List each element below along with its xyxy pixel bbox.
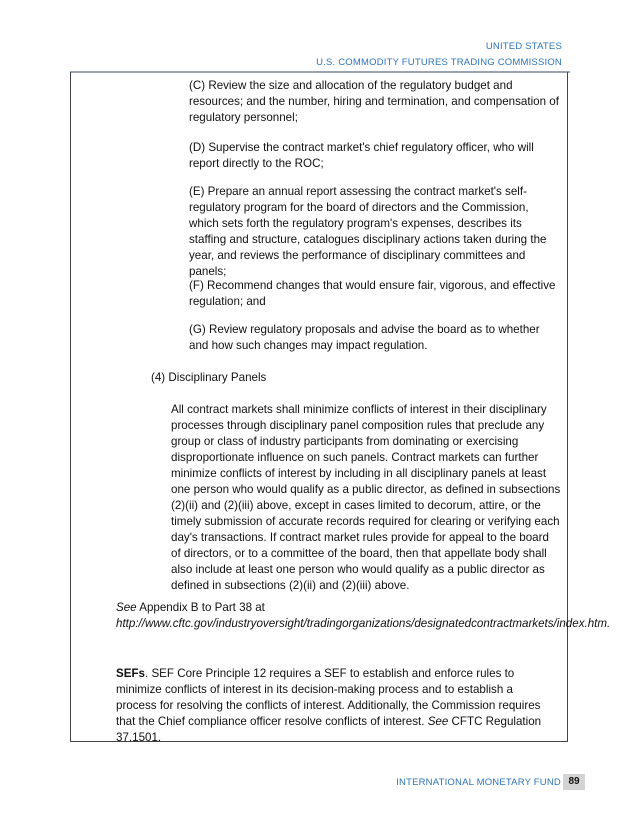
sef-body: . SEF Core Principle 12 requires a SEF to establish and enforce rules to minimize conflicts of interest in its decision-making process and to establish a process for resolving the conflicts of interest. Additionally, the Commission requires that the Chief compliance officer resolve conflicts of interest. <box>116 667 541 728</box>
see-word: See <box>116 601 137 614</box>
footer-org: INTERNATIONAL MONETARY FUND <box>396 777 561 788</box>
section-4-body: All contract markets shall minimize conflicts of interest in their disciplinary processes through disciplinary panel composition rules that preclude any group or class of industry participants from dominating or exercising disproportionate influence on such panels. Contract markets can further minimize conflicts of interest by including in all disciplinary panels at least one person who would qualify as a public director, as defined in subsections (2)(ii) and (2)(iii) above, except in cases limited to decorum, attire, or the timely submission of accurate records required for clearing or verifying each day's transactions. If contract market rules provide for appeal to the board of directors, or to a committee of the board, then that appellate body shall also include at least one person who would qualify as a public director as defined in subsections (2)(ii) and (2)(iii) above. <box>171 403 561 592</box>
item-c: (C) Review the size and allocation of the regulatory budget and resources; and the number, hiring and termination, and compensation of regulatory personnel; <box>189 79 559 124</box>
sef-see: See <box>427 715 449 728</box>
header-agency: U.S. COMMODITY FUTURES TRADING COMMISSION <box>316 57 562 68</box>
item-d: (D) Supervise the contract market's chief regulatory officer, who will report directly to the ROC; <box>189 141 534 170</box>
content-box <box>70 72 611 744</box>
appendix-reference <box>116 600 611 632</box>
item-f: (F) Recommend changes that would ensure fair, vigorous, and effective regulation; and <box>189 279 556 308</box>
item-e: (E) Prepare an annual report assessing the contract market's self-regulatory program for the board of directors and the Commission, which sets forth the regulatory program's expenses, describes its staffing and structure, catalogues disciplinary actions taken during the year, and reviews the performance of disciplinary committees and panels; <box>189 185 547 278</box>
sef-paragraph <box>116 666 556 746</box>
header-country: UNITED STATES <box>485 41 562 52</box>
section-4-heading: (4) Disciplinary Panels <box>151 371 267 384</box>
item-g: (G) Review regulatory proposals and advise the board as to whether and how such changes may impact regulation. <box>189 323 540 352</box>
sef-regulation: CFTC Regulation 37.1501. <box>116 715 542 744</box>
appendix-url-link[interactable]: http://www.cftc.gov/industryoversight/tradingorganizations/designatedcontractmarkets/index.htm. <box>116 617 611 630</box>
appendix-text: Appendix B to Part 38 at <box>136 601 265 614</box>
sef-label: SEFs <box>116 667 145 680</box>
page-number: 89 <box>563 774 585 790</box>
